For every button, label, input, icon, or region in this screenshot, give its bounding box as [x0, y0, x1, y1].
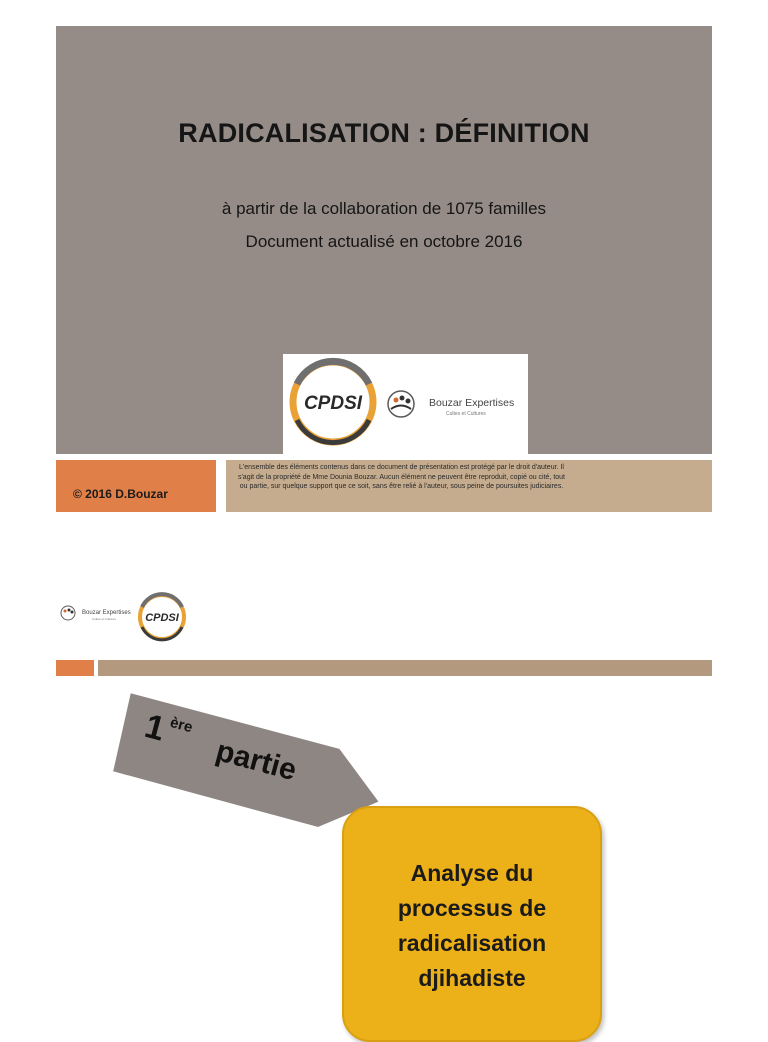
cpdsi-logo	[283, 354, 528, 454]
partner-logos	[283, 354, 528, 454]
part-superscript: ère	[168, 713, 195, 737]
slide-subtitle-line-2: Document actualisé en octobre 2016	[245, 232, 523, 251]
bouzar-expertises-small-name: Bouzar Expertises	[82, 610, 131, 616]
section-title-text	[344, 856, 600, 996]
part-arrow-banner	[100, 680, 380, 840]
cpdsi-small-logo-text: CPDSI	[145, 612, 179, 624]
section-title-line-1: Analyse du	[410, 860, 534, 886]
copyright-text: © 2016 D.Bouzar	[73, 487, 168, 501]
cpdsi-small-logo	[140, 594, 184, 640]
part-number: 1	[140, 707, 169, 749]
cpdsi-logo-text: CPDSI	[303, 393, 363, 414]
header-bar-tan	[98, 660, 712, 676]
header-bar-orange	[56, 660, 94, 676]
section-title-line-3: radicalisation	[397, 930, 547, 956]
footer-band	[56, 458, 712, 512]
copyright-box	[56, 460, 216, 512]
copyright-notice-text: L'ensemble des éléments contenus dans ce document de présentation est protégé par le droit d'auteur. Il s'agit de la propriété de Mme Dounia Bouzar. Aucun élément ne peuvent être reproduit, copié ou cité, tout ou partie, sur quelque support que ce soit, sans être relié à l'auteur, sous peine de poursuites judiciaires.	[237, 464, 566, 491]
slide-2-logos	[56, 586, 196, 646]
bouzar-expertises-small-tagline: Cultes et Cultures	[92, 617, 116, 621]
bouzar-expertises-small-icon	[61, 606, 75, 620]
section-title-line-2: processus de	[397, 895, 547, 921]
section-title-line-4: djihadiste	[418, 965, 526, 991]
slide-1	[56, 26, 712, 512]
slide-title: RADICALISATION : DÉFINITION	[178, 118, 590, 148]
bouzar-expertises-tagline: Cultes et Cultures	[446, 411, 486, 417]
copyright-notice-box	[226, 460, 712, 512]
section-title-box	[342, 806, 602, 1042]
part-word: partie	[212, 734, 300, 788]
bouzar-expertises-icon	[388, 391, 414, 417]
bouzar-expertises-name: Bouzar Expertises	[429, 397, 515, 409]
slide-subtitle-line-1: à partir de la collaboration de 1075 familles	[221, 199, 547, 218]
